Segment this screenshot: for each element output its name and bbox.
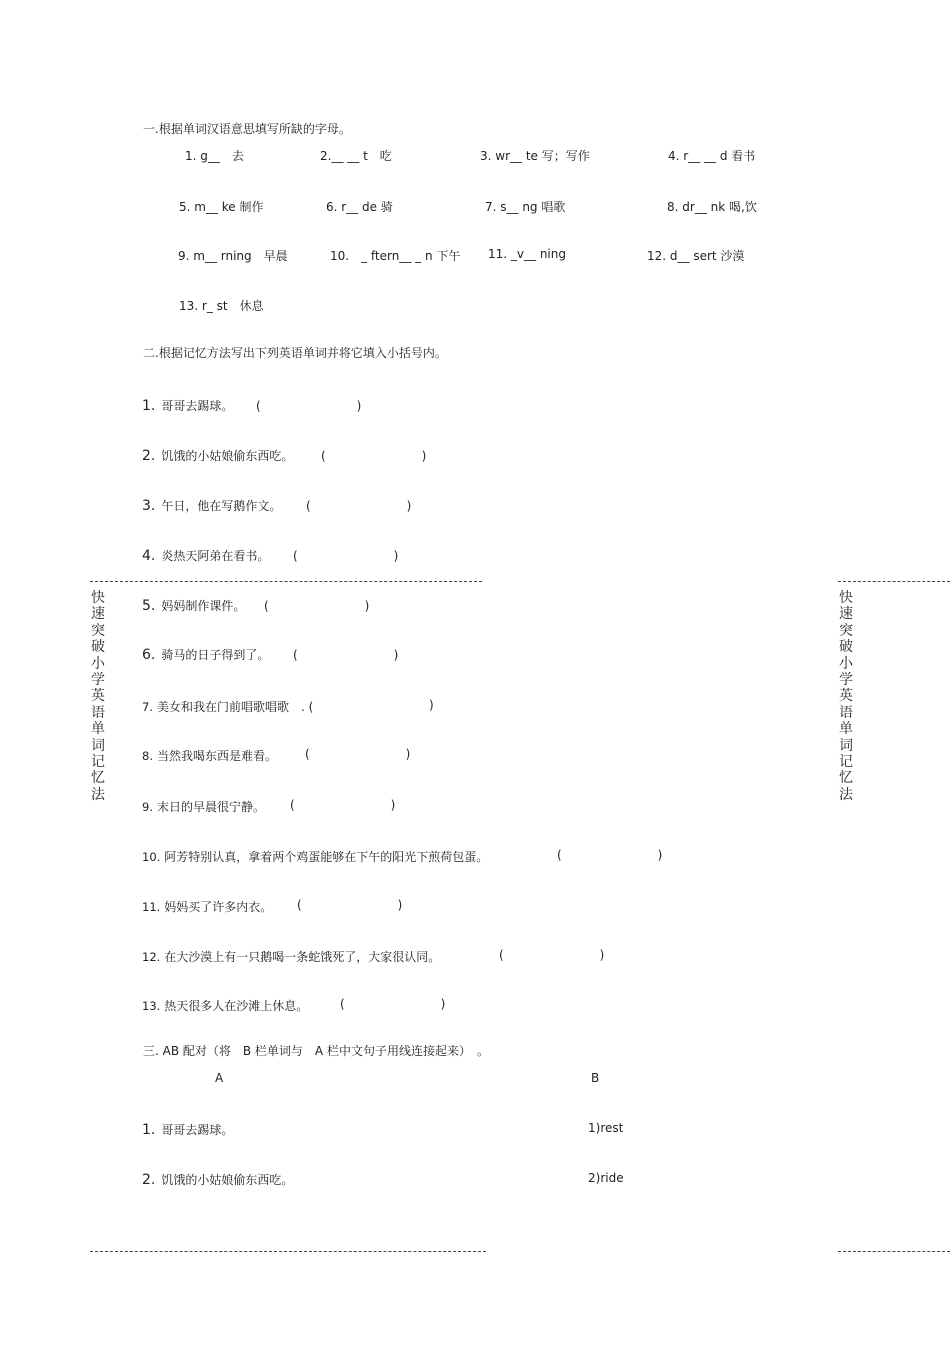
list-item: 4. 炎热天阿弟在看书。 — [142, 548, 270, 564]
cut-line-top-right — [838, 581, 950, 582]
match-row-b: 2)ride — [588, 1171, 624, 1185]
list-item: 2. 饥饿的小姑娘偷东西吃。 — [142, 448, 294, 464]
word-item-9: 9. m__ rning 早晨 — [178, 249, 288, 263]
list-item: 11. 妈妈买了许多内衣。 — [142, 900, 273, 914]
section1-heading: 一.根据单词汉语意思填写所缺的字母。 — [143, 122, 351, 136]
answer-blank[interactable]: ( ) — [256, 399, 362, 413]
list-item: 1. 哥哥去踢球。 — [142, 398, 234, 414]
word-item-13: 13. r_ st 休息 — [179, 299, 264, 313]
answer-blank[interactable]: ) — [333, 698, 434, 712]
word-item-2: 2.__ __ t 吃 — [320, 149, 392, 163]
word-item-1: 1. g__ 去 — [185, 149, 244, 163]
word-item-12: 12. d__ sert 沙漠 — [647, 249, 745, 263]
word-item-4: 4. r__ __ d 看书 — [668, 149, 756, 163]
match-row-a: 2. 饥饿的小姑娘偷东西吃。 — [142, 1172, 294, 1188]
list-item: 3. 午日，他在写鹅作文。 — [142, 498, 282, 514]
list-item: 9. 末日的早晨很宁静。 — [142, 800, 265, 814]
cut-line-top-left — [90, 581, 482, 582]
list-item: 13. 热天很多人在沙滩上休息。 — [142, 999, 309, 1013]
answer-blank[interactable]: ( ) — [321, 449, 427, 463]
side-title-right: 快速突破小学英语单词记忆法 — [839, 590, 853, 803]
match-row-a: 1. 哥哥去踢球。 — [142, 1122, 234, 1138]
answer-blank[interactable]: ( ) — [306, 499, 412, 513]
column-a-header: A — [215, 1071, 224, 1085]
answer-blank[interactable]: ( ) — [305, 747, 411, 761]
word-item-10: 10. _ ftern__ _ n 下午 — [330, 249, 461, 263]
word-item-7: 7. s__ ng 唱歌 — [485, 200, 566, 214]
side-title-left: 快速突破小学英语单词记忆法 — [91, 590, 105, 803]
answer-blank[interactable]: ( ) — [557, 848, 663, 862]
word-item-6: 6. r__ de 骑 — [326, 200, 393, 214]
cut-line-bottom-right — [838, 1251, 950, 1252]
list-item: 7. 美女和我在门前唱歌唱歌 . ( — [142, 700, 314, 714]
word-item-5: 5. m__ ke 制作 — [179, 200, 264, 214]
list-item: 5. 妈妈制作课件。 — [142, 598, 246, 614]
match-row-b: 1)rest — [588, 1121, 624, 1135]
answer-blank[interactable]: ( ) — [340, 997, 446, 1011]
cut-line-bottom-left — [90, 1251, 486, 1252]
answer-blank[interactable]: ( ) — [297, 898, 403, 912]
word-item-11: 11. _v__ ning — [488, 247, 566, 261]
section2-heading: 二.根据记忆方法写出下列英语单词并将它填入小括号内。 — [143, 346, 447, 360]
column-b-header: B — [591, 1071, 600, 1085]
list-item: 8. 当然我喝东西是难看。 — [142, 749, 277, 763]
section3-heading: 三. AB 配对（将 B 栏单词与 A 栏中文句子用线连接起来） 。 — [143, 1044, 489, 1058]
answer-blank[interactable]: ( ) — [264, 599, 370, 613]
list-item: 6. 骑马的日子得到了。 — [142, 647, 270, 663]
answer-blank[interactable]: ( ) — [293, 549, 399, 563]
list-item: 10. 阿芳特别认真，拿着两个鸡蛋能够在下午的阳光下煎荷包蛋。 — [142, 850, 489, 864]
list-item: 12. 在大沙漠上有一只鹅喝一条蛇饿死了，大家很认同。 — [142, 950, 441, 964]
answer-blank[interactable]: ( ) — [499, 948, 605, 962]
word-item-8: 8. dr__ nk 喝,饮 — [667, 200, 757, 214]
answer-blank[interactable]: ( ) — [293, 648, 399, 662]
answer-blank[interactable]: ( ) — [290, 798, 396, 812]
word-item-3: 3. wr__ te 写；写作 — [480, 149, 590, 163]
